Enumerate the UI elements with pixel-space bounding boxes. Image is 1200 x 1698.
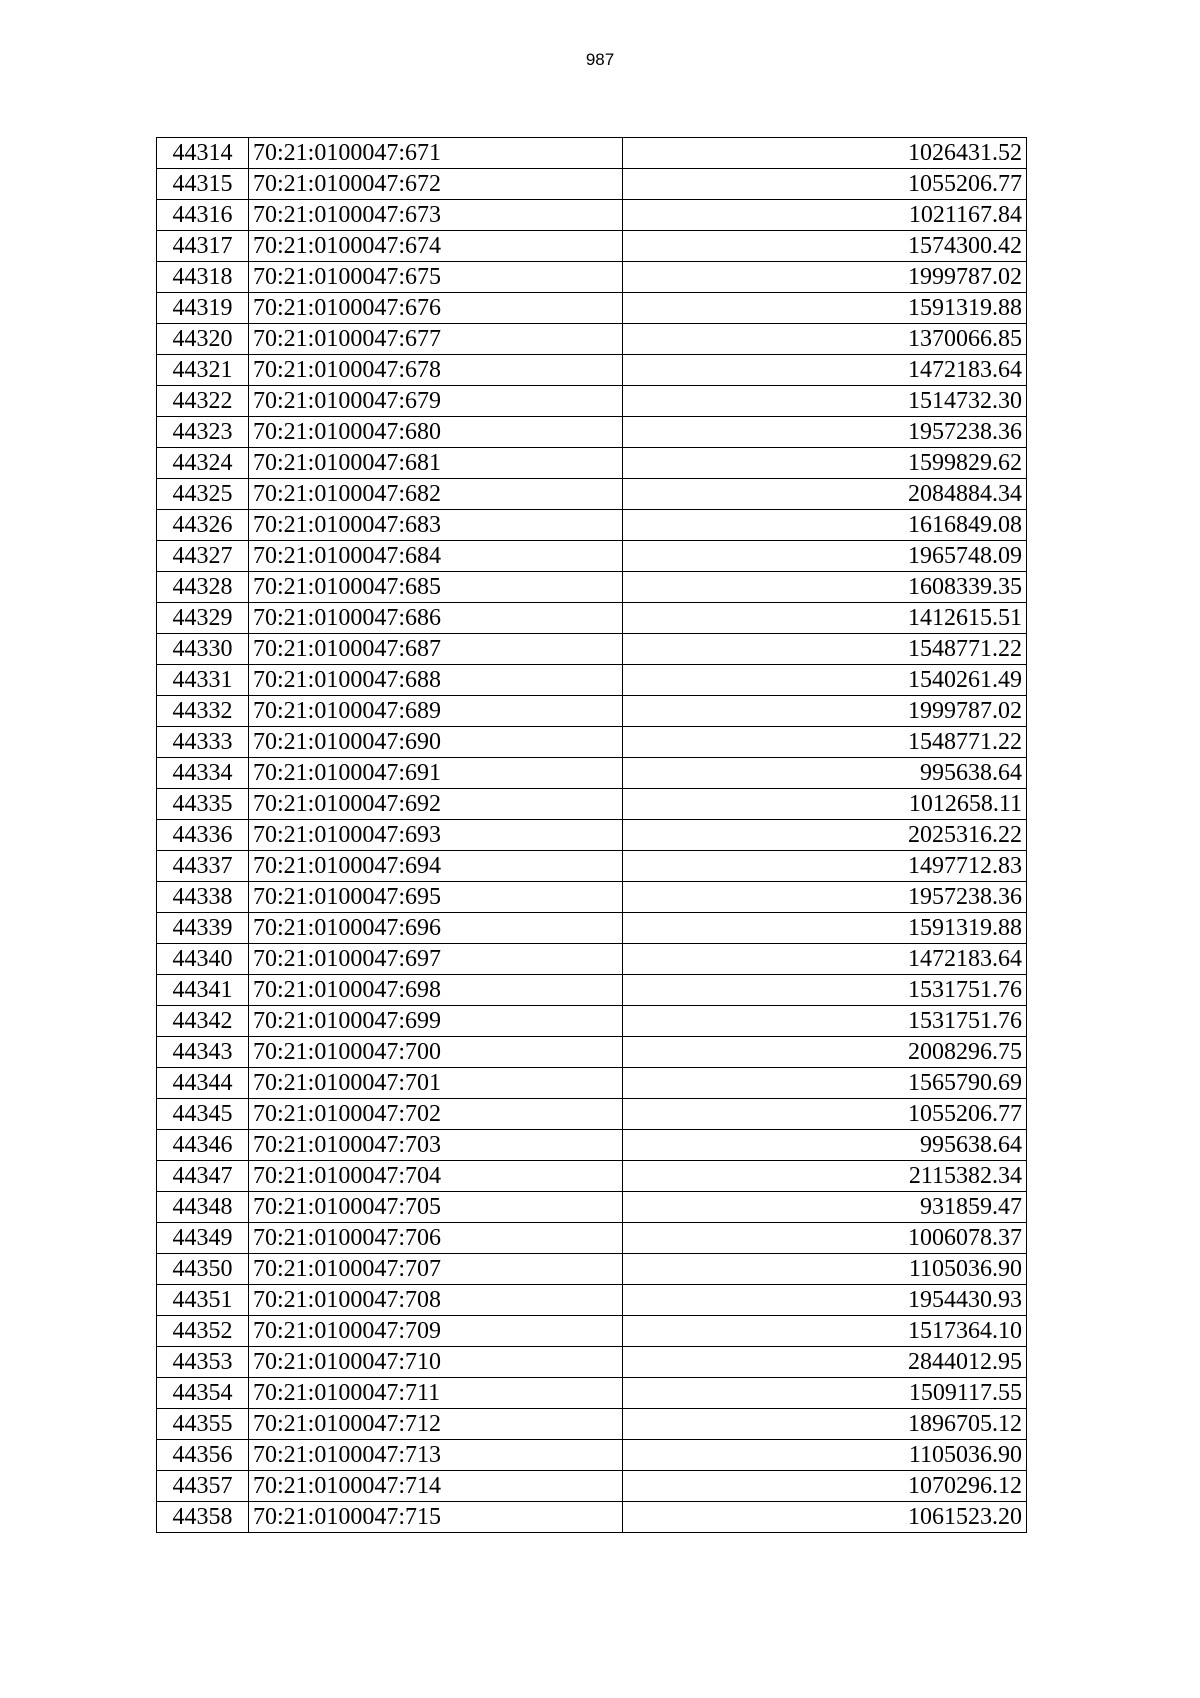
row-number-cell: 44326 xyxy=(157,510,249,541)
cadastral-number-cell: 70:21:0100047:681 xyxy=(249,448,623,479)
row-number-cell: 44353 xyxy=(157,1347,249,1378)
table-row xyxy=(157,1409,1027,1440)
cadastral-value-cell: 1012658.11 xyxy=(623,789,1027,820)
row-number-cell: 44357 xyxy=(157,1471,249,1502)
cadastral-number-cell: 70:21:0100047:676 xyxy=(249,293,623,324)
table-row xyxy=(157,913,1027,944)
table-row xyxy=(157,200,1027,231)
cadastral-number-cell: 70:21:0100047:699 xyxy=(249,1006,623,1037)
table-row xyxy=(157,665,1027,696)
table-row xyxy=(157,1223,1027,1254)
cadastral-value-cell: 1999787.02 xyxy=(623,262,1027,293)
cadastral-value-cell: 1616849.08 xyxy=(623,510,1027,541)
table-row xyxy=(157,944,1027,975)
cadastral-number-cell: 70:21:0100047:707 xyxy=(249,1254,623,1285)
row-number-cell: 44332 xyxy=(157,696,249,727)
cadastral-number-cell: 70:21:0100047:701 xyxy=(249,1068,623,1099)
cadastral-value-cell: 1954430.93 xyxy=(623,1285,1027,1316)
table-row xyxy=(157,510,1027,541)
cadastral-value-cell: 2844012.95 xyxy=(623,1347,1027,1378)
cadastral-value-cell: 1509117.55 xyxy=(623,1378,1027,1409)
row-number-cell: 44320 xyxy=(157,324,249,355)
cadastral-value-cell: 1021167.84 xyxy=(623,200,1027,231)
cadastral-value-cell: 1599829.62 xyxy=(623,448,1027,479)
table-row xyxy=(157,262,1027,293)
row-number-cell: 44336 xyxy=(157,820,249,851)
row-number-cell: 44328 xyxy=(157,572,249,603)
row-number-cell: 44327 xyxy=(157,541,249,572)
row-number-cell: 44351 xyxy=(157,1285,249,1316)
cadastral-number-cell: 70:21:0100047:677 xyxy=(249,324,623,355)
cadastral-value-cell: 1574300.42 xyxy=(623,231,1027,262)
cadastral-number-cell: 70:21:0100047:693 xyxy=(249,820,623,851)
cadastral-number-cell: 70:21:0100047:685 xyxy=(249,572,623,603)
cadastral-value-cell: 1565790.69 xyxy=(623,1068,1027,1099)
row-number-cell: 44329 xyxy=(157,603,249,634)
row-number-cell: 44333 xyxy=(157,727,249,758)
row-number-cell: 44340 xyxy=(157,944,249,975)
table-row xyxy=(157,324,1027,355)
row-number-cell: 44318 xyxy=(157,262,249,293)
table-row xyxy=(157,1099,1027,1130)
cadastral-number-cell: 70:21:0100047:675 xyxy=(249,262,623,293)
cadastral-value-cell: 1061523.20 xyxy=(623,1502,1027,1533)
cadastral-number-cell: 70:21:0100047:712 xyxy=(249,1409,623,1440)
cadastral-value-cell: 1965748.09 xyxy=(623,541,1027,572)
table-row xyxy=(157,541,1027,572)
table-row xyxy=(157,975,1027,1006)
row-number-cell: 44319 xyxy=(157,293,249,324)
row-number-cell: 44352 xyxy=(157,1316,249,1347)
page-number: 987 xyxy=(585,50,615,69)
cadastral-value-cell: 1055206.77 xyxy=(623,169,1027,200)
row-number-cell: 44314 xyxy=(157,138,249,169)
table-row xyxy=(157,1378,1027,1409)
row-number-cell: 44344 xyxy=(157,1068,249,1099)
table-row xyxy=(157,1068,1027,1099)
cadastral-value-cell: 1070296.12 xyxy=(623,1471,1027,1502)
cadastral-number-cell: 70:21:0100047:683 xyxy=(249,510,623,541)
cadastral-value-cell: 995638.64 xyxy=(623,758,1027,789)
cadastral-number-cell: 70:21:0100047:687 xyxy=(249,634,623,665)
cadastral-number-cell: 70:21:0100047:697 xyxy=(249,944,623,975)
table-row xyxy=(157,1316,1027,1347)
cadastral-number-cell: 70:21:0100047:711 xyxy=(249,1378,623,1409)
cadastral-value-cell: 1608339.35 xyxy=(623,572,1027,603)
cadastral-value-cell: 1548771.22 xyxy=(623,634,1027,665)
cadastral-number-cell: 70:21:0100047:706 xyxy=(249,1223,623,1254)
row-number-cell: 44324 xyxy=(157,448,249,479)
table-row xyxy=(157,789,1027,820)
row-number-cell: 44323 xyxy=(157,417,249,448)
table-row xyxy=(157,1471,1027,1502)
table-row xyxy=(157,231,1027,262)
cadastral-number-cell: 70:21:0100047:714 xyxy=(249,1471,623,1502)
cadastral-value-cell: 1548771.22 xyxy=(623,727,1027,758)
row-number-cell: 44356 xyxy=(157,1440,249,1471)
cadastral-number-cell: 70:21:0100047:705 xyxy=(249,1192,623,1223)
row-number-cell: 44354 xyxy=(157,1378,249,1409)
table-body xyxy=(157,138,1027,1533)
row-number-cell: 44350 xyxy=(157,1254,249,1285)
table-row xyxy=(157,1347,1027,1378)
table-row xyxy=(157,1130,1027,1161)
cadastral-number-cell: 70:21:0100047:682 xyxy=(249,479,623,510)
table-row xyxy=(157,634,1027,665)
cadastral-value-cell: 1531751.76 xyxy=(623,975,1027,1006)
row-number-cell: 44346 xyxy=(157,1130,249,1161)
cadastral-number-cell: 70:21:0100047:679 xyxy=(249,386,623,417)
cadastral-value-cell: 1105036.90 xyxy=(623,1254,1027,1285)
table-row xyxy=(157,603,1027,634)
cadastral-number-cell: 70:21:0100047:698 xyxy=(249,975,623,1006)
row-number-cell: 44339 xyxy=(157,913,249,944)
cadastral-number-cell: 70:21:0100047:715 xyxy=(249,1502,623,1533)
cadastral-value-cell: 1472183.64 xyxy=(623,944,1027,975)
table-row xyxy=(157,727,1027,758)
cadastral-value-cell: 1514732.30 xyxy=(623,386,1027,417)
row-number-cell: 44321 xyxy=(157,355,249,386)
table-row xyxy=(157,293,1027,324)
cadastral-number-cell: 70:21:0100047:686 xyxy=(249,603,623,634)
cadastral-number-cell: 70:21:0100047:671 xyxy=(249,138,623,169)
cadastral-number-cell: 70:21:0100047:704 xyxy=(249,1161,623,1192)
cadastral-value-cell: 1999787.02 xyxy=(623,696,1027,727)
table-row xyxy=(157,1161,1027,1192)
row-number-cell: 44343 xyxy=(157,1037,249,1068)
row-number-cell: 44330 xyxy=(157,634,249,665)
table-row xyxy=(157,820,1027,851)
cadastral-value-cell: 1026431.52 xyxy=(623,138,1027,169)
cadastral-value-cell: 2084884.34 xyxy=(623,479,1027,510)
cadastral-number-cell: 70:21:0100047:672 xyxy=(249,169,623,200)
cadastral-number-cell: 70:21:0100047:703 xyxy=(249,1130,623,1161)
cadastral-number-cell: 70:21:0100047:680 xyxy=(249,417,623,448)
table-row xyxy=(157,1006,1027,1037)
cadastral-value-cell: 1591319.88 xyxy=(623,913,1027,944)
cadastral-value-cell: 1957238.36 xyxy=(623,882,1027,913)
cadastral-value-cell: 1412615.51 xyxy=(623,603,1027,634)
cadastral-number-cell: 70:21:0100047:684 xyxy=(249,541,623,572)
row-number-cell: 44348 xyxy=(157,1192,249,1223)
cadastral-number-cell: 70:21:0100047:708 xyxy=(249,1285,623,1316)
cadastral-value-cell: 931859.47 xyxy=(623,1192,1027,1223)
table-row xyxy=(157,696,1027,727)
row-number-cell: 44335 xyxy=(157,789,249,820)
row-number-cell: 44347 xyxy=(157,1161,249,1192)
cadastral-number-cell: 70:21:0100047:678 xyxy=(249,355,623,386)
table-row xyxy=(157,1192,1027,1223)
cadastral-number-cell: 70:21:0100047:695 xyxy=(249,882,623,913)
row-number-cell: 44316 xyxy=(157,200,249,231)
cadastral-number-cell: 70:21:0100047:696 xyxy=(249,913,623,944)
table-row xyxy=(157,138,1027,169)
table-row xyxy=(157,479,1027,510)
row-number-cell: 44338 xyxy=(157,882,249,913)
cadastral-number-cell: 70:21:0100047:702 xyxy=(249,1099,623,1130)
cadastral-number-cell: 70:21:0100047:692 xyxy=(249,789,623,820)
row-number-cell: 44317 xyxy=(157,231,249,262)
table-row xyxy=(157,1285,1027,1316)
cadastral-number-cell: 70:21:0100047:709 xyxy=(249,1316,623,1347)
cadastral-value-table xyxy=(156,137,1027,1533)
table-row xyxy=(157,448,1027,479)
cadastral-value-cell: 1896705.12 xyxy=(623,1409,1027,1440)
cadastral-value-cell: 1370066.85 xyxy=(623,324,1027,355)
table-row xyxy=(157,758,1027,789)
cadastral-value-cell: 2025316.22 xyxy=(623,820,1027,851)
table-row xyxy=(157,1502,1027,1533)
table-row xyxy=(157,1254,1027,1285)
cadastral-value-cell: 2008296.75 xyxy=(623,1037,1027,1068)
cadastral-value-cell: 1517364.10 xyxy=(623,1316,1027,1347)
cadastral-number-cell: 70:21:0100047:713 xyxy=(249,1440,623,1471)
cadastral-number-cell: 70:21:0100047:710 xyxy=(249,1347,623,1378)
table-row xyxy=(157,417,1027,448)
table-row xyxy=(157,882,1027,913)
cadastral-value-cell: 1105036.90 xyxy=(623,1440,1027,1471)
table-row xyxy=(157,851,1027,882)
cadastral-number-cell: 70:21:0100047:690 xyxy=(249,727,623,758)
table-row xyxy=(157,572,1027,603)
row-number-cell: 44342 xyxy=(157,1006,249,1037)
row-number-cell: 44322 xyxy=(157,386,249,417)
row-number-cell: 44349 xyxy=(157,1223,249,1254)
row-number-cell: 44358 xyxy=(157,1502,249,1533)
cadastral-value-cell: 1006078.37 xyxy=(623,1223,1027,1254)
cadastral-value-cell: 1531751.76 xyxy=(623,1006,1027,1037)
cadastral-value-cell: 2115382.34 xyxy=(623,1161,1027,1192)
cadastral-value-cell: 1591319.88 xyxy=(623,293,1027,324)
cadastral-number-cell: 70:21:0100047:694 xyxy=(249,851,623,882)
cadastral-number-cell: 70:21:0100047:691 xyxy=(249,758,623,789)
table-row xyxy=(157,1440,1027,1471)
cadastral-value-cell: 1957238.36 xyxy=(623,417,1027,448)
table-row xyxy=(157,355,1027,386)
cadastral-value-cell: 1055206.77 xyxy=(623,1099,1027,1130)
cadastral-number-cell: 70:21:0100047:689 xyxy=(249,696,623,727)
row-number-cell: 44331 xyxy=(157,665,249,696)
row-number-cell: 44337 xyxy=(157,851,249,882)
cadastral-number-cell: 70:21:0100047:674 xyxy=(249,231,623,262)
row-number-cell: 44355 xyxy=(157,1409,249,1440)
table-row xyxy=(157,169,1027,200)
table-row xyxy=(157,386,1027,417)
row-number-cell: 44334 xyxy=(157,758,249,789)
row-number-cell: 44325 xyxy=(157,479,249,510)
row-number-cell: 44315 xyxy=(157,169,249,200)
cadastral-number-cell: 70:21:0100047:700 xyxy=(249,1037,623,1068)
cadastral-number-cell: 70:21:0100047:688 xyxy=(249,665,623,696)
row-number-cell: 44341 xyxy=(157,975,249,1006)
cadastral-value-cell: 1540261.49 xyxy=(623,665,1027,696)
cadastral-value-cell: 1497712.83 xyxy=(623,851,1027,882)
table-row xyxy=(157,1037,1027,1068)
row-number-cell: 44345 xyxy=(157,1099,249,1130)
cadastral-number-cell: 70:21:0100047:673 xyxy=(249,200,623,231)
cadastral-value-cell: 1472183.64 xyxy=(623,355,1027,386)
cadastral-value-cell: 995638.64 xyxy=(623,1130,1027,1161)
